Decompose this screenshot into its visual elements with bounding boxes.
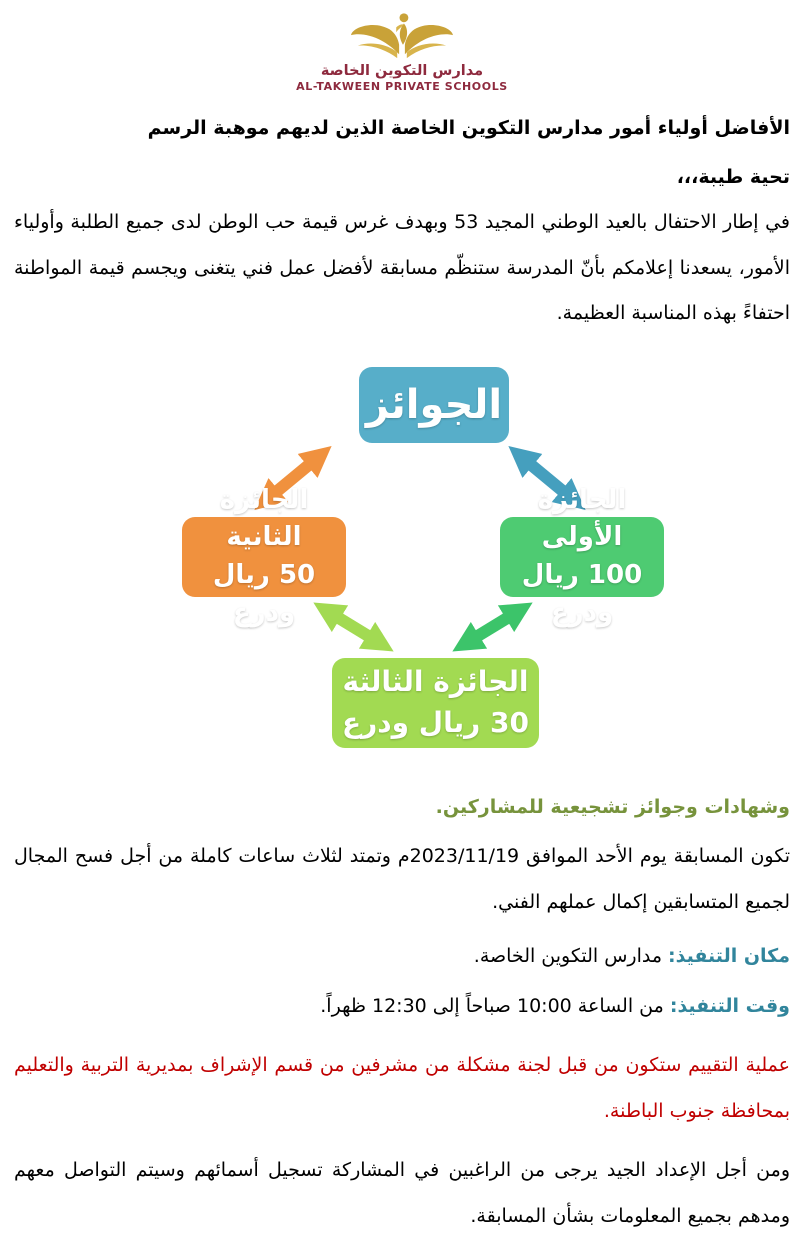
prizes-title-label: الجوائز	[365, 381, 503, 428]
evaluation-paragraph: عملية التقييم ستكون من قبل لجنة مشكلة من مشرفين من قسم الإشراف بمديرية التربية والتعليم بمحافظة جنوب الباطنة.	[14, 1054, 790, 1122]
location-line	[14, 945, 790, 967]
school-name-arabic: مدارس التكوين الخاصة	[320, 63, 484, 79]
location-label: مكان التنفيذ:	[668, 945, 790, 968]
first-prize-value: 100 ريال ودرع	[521, 559, 643, 628]
school-name-english: AL-TAKWEEN PRIVATE SCHOOLS	[296, 80, 508, 94]
time-label: وقت التنفيذ:	[669, 995, 790, 1018]
intro-paragraph: في إطار الاحتفال بالعيد الوطني المجيد 53 وبهدف غرس قيمة حب الوطن لدى جميع الطلبة وأولياء الأمور، يسعدنا إعلامكم بأنّ المدرسة ستنظّم مسابقة لأفضل عمل فني يتغنى ويجسم قيمة المواطنة احتفاءً بهذه المناسبة العظيمة.	[14, 211, 790, 325]
salutation-line: الأفاضل أولياء أمور مدارس التكوين الخاصة الذين لديهم موهبة الرسم	[147, 117, 790, 140]
school-logo	[14, 0, 790, 93]
encouragement-note: وشهادات وجوائز تشجيعية للمشاركين.	[435, 795, 790, 818]
second-prize-label: الجائزة الثانية	[219, 484, 309, 553]
time-line	[14, 995, 790, 1017]
first-prize-box	[500, 484, 664, 628]
prizes-diagram	[14, 352, 790, 772]
second-prize-box	[182, 484, 346, 628]
third-prize-value: 30 ريال ودرع	[342, 705, 529, 739]
location-value: مدارس التكوين الخاصة.	[473, 945, 669, 968]
second-prize-value: 50 ريال ودرع	[212, 559, 316, 628]
time-value: من الساعة 10:00 صباحاً إلى 12:30 ظهراً.	[320, 995, 670, 1018]
third-prize-label: الجائزة الثالثة	[342, 665, 529, 699]
schedule-paragraph: تكون المسابقة يوم الأحد الموافق 2023/11/19م وتمتد لثلاث ساعات كاملة من أجل فسح المجال لجميع المتسابقين إكمال عملهم الفني.	[14, 844, 790, 913]
school-logo-icon	[343, 12, 461, 62]
greeting-line: تحية طيبة،،،	[676, 166, 790, 189]
first-prize-label: الجائزة الأولى	[537, 484, 627, 553]
registration-paragraph: ومن أجل الإعداد الجيد يرجى من الراغبين في المشاركة تسجيل أسمائهم وسيتم التواصل معهم ومدهم بجميع المعلومات بشأن المسابقة.	[14, 1159, 790, 1227]
prizes-title-box	[359, 367, 509, 443]
third-prize-box	[332, 658, 539, 748]
